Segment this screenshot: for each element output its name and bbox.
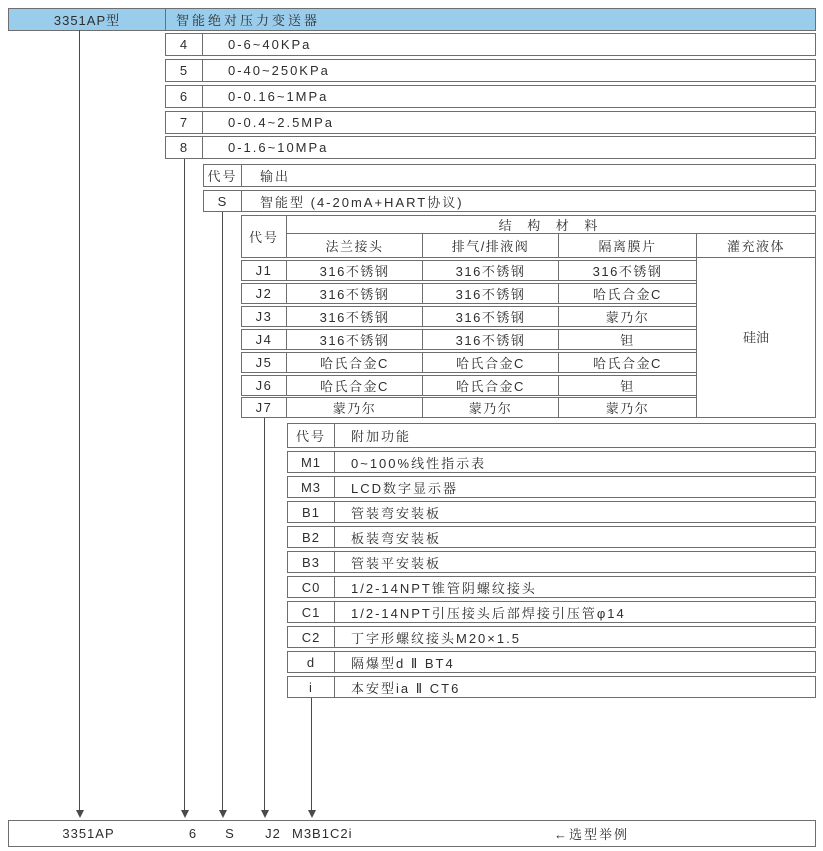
function-code: d (288, 652, 335, 672)
arrow-down-icon (76, 810, 84, 818)
example-material-code: J2 (265, 826, 281, 841)
range-code: 8 (166, 137, 203, 158)
material-code: J7 (241, 397, 287, 418)
materials-col-vent: 排气/排液阀 (422, 233, 559, 258)
function-code: i (288, 677, 335, 697)
function-row (287, 551, 816, 573)
function-row (287, 576, 816, 598)
function-code: C0 (288, 577, 335, 597)
materials-group-header: 结 构 材 料 (286, 215, 816, 234)
material-flange: 316不锈钢 (286, 283, 423, 304)
material-diaphragm: 蒙乃尔 (558, 397, 697, 418)
material-diaphragm: 哈氏合金C (558, 352, 697, 373)
output-row (203, 190, 816, 212)
output-label: 智能型 (4-20mA+HART协议) (260, 194, 464, 210)
function-row (287, 676, 816, 698)
output-label-header: 输出 (260, 169, 291, 184)
function-code: C2 (288, 627, 335, 647)
product-header-cell: 智能绝对压力变送器 (176, 13, 321, 28)
output-header-row (203, 164, 816, 187)
material-flange: 哈氏合金C (286, 375, 423, 396)
function-label: 1/2-14NPT引压接头后部焊接引压管φ14 (351, 605, 626, 621)
function-code: B3 (288, 552, 335, 572)
connector-line-function (311, 698, 312, 811)
function-label: 本安型ia Ⅱ CT6 (351, 680, 461, 696)
material-vent: 哈氏合金C (422, 375, 559, 396)
material-code: J1 (241, 260, 287, 281)
material-code: J6 (241, 375, 287, 396)
example-bar (8, 820, 816, 847)
material-vent: 哈氏合金C (422, 352, 559, 373)
range-code: 6 (166, 86, 203, 107)
function-code: M3 (288, 477, 335, 497)
function-code: B1 (288, 502, 335, 522)
function-row (287, 651, 816, 673)
arrow-down-icon (261, 810, 269, 818)
function-label: 管装平安装板 (351, 555, 442, 571)
range-code: 4 (166, 34, 203, 55)
material-flange: 哈氏合金C (286, 352, 423, 373)
material-flange: 316不锈钢 (286, 260, 423, 281)
function-code: M1 (288, 452, 335, 472)
range-label: 0-0.16~1MPa (228, 89, 329, 104)
function-label: 隔爆型d Ⅱ BT4 (351, 655, 455, 671)
connector-line-material (264, 418, 265, 811)
material-diaphragm: 316不锈钢 (558, 260, 697, 281)
range-row (165, 111, 816, 134)
example-output-code: S (225, 826, 235, 841)
material-code: J3 (241, 306, 287, 327)
fill-fluid-cell: 硅油 (696, 257, 816, 418)
example-model: 3351AP (62, 826, 115, 841)
function-label: 0~100%线性指示表 (351, 455, 487, 471)
material-flange: 316不锈钢 (286, 329, 423, 350)
material-diaphragm: 钽 (558, 329, 697, 350)
example-note: ←选型举例 (554, 827, 630, 842)
range-row (165, 85, 816, 108)
function-label: 1/2-14NPT锥管阴螺纹接头 (351, 580, 537, 596)
output-code-header: 代号 (204, 165, 242, 186)
range-row (165, 59, 816, 82)
model-header-cell: 3351AP型 (9, 9, 166, 30)
materials-table (241, 215, 816, 418)
material-diaphragm: 钽 (558, 375, 697, 396)
example-range-code: 6 (188, 826, 198, 841)
function-label: 管装弯安装板 (351, 505, 442, 521)
arrow-down-icon (219, 810, 227, 818)
arrow-down-icon (308, 810, 316, 818)
material-code: J5 (241, 352, 287, 373)
functions-code-header: 代号 (288, 424, 335, 447)
arrow-down-icon (181, 810, 189, 818)
function-label: 丁字形螺纹接头M20×1.5 (351, 630, 521, 646)
range-row (165, 136, 816, 159)
function-label: LCD数字显示器 (351, 480, 459, 496)
functions-label-header: 附加功能 (351, 429, 412, 444)
function-row (287, 476, 816, 498)
example-function-code: M3B1C2i (292, 826, 353, 841)
materials-col-diaphragm: 隔离膜片 (558, 233, 697, 258)
function-row (287, 501, 816, 523)
connector-line-model (79, 30, 80, 811)
range-label: 0-0.4~2.5MPa (228, 115, 335, 130)
materials-col-fill: 灌充液体 (696, 233, 816, 258)
material-vent: 蒙乃尔 (422, 397, 559, 418)
title-bar (8, 8, 816, 31)
material-vent: 316不锈钢 (422, 329, 559, 350)
function-row (287, 626, 816, 648)
range-code: 5 (166, 60, 203, 81)
range-label: 0-6~40KPa (228, 37, 312, 52)
function-row (287, 526, 816, 548)
functions-header-row (287, 423, 816, 448)
function-label: 板装弯安装板 (351, 530, 442, 546)
output-code: S (204, 191, 242, 211)
function-row (287, 451, 816, 473)
range-label: 0-1.6~10MPa (228, 140, 329, 155)
range-label: 0-40~250KPa (228, 63, 330, 78)
material-diaphragm: 哈氏合金C (558, 283, 697, 304)
material-code: J4 (241, 329, 287, 350)
function-code: B2 (288, 527, 335, 547)
material-diaphragm: 蒙乃尔 (558, 306, 697, 327)
function-code: C1 (288, 602, 335, 622)
material-code: J2 (241, 283, 287, 304)
material-flange: 蒙乃尔 (286, 397, 423, 418)
materials-code-header: 代号 (241, 215, 287, 258)
range-row (165, 33, 816, 56)
materials-col-flange: 法兰接头 (286, 233, 423, 258)
connector-line-output (222, 212, 223, 811)
material-vent: 316不锈钢 (422, 306, 559, 327)
function-row (287, 601, 816, 623)
material-vent: 316不锈钢 (422, 283, 559, 304)
material-flange: 316不锈钢 (286, 306, 423, 327)
material-vent: 316不锈钢 (422, 260, 559, 281)
connector-line-range (184, 159, 185, 811)
range-code: 7 (166, 112, 203, 133)
